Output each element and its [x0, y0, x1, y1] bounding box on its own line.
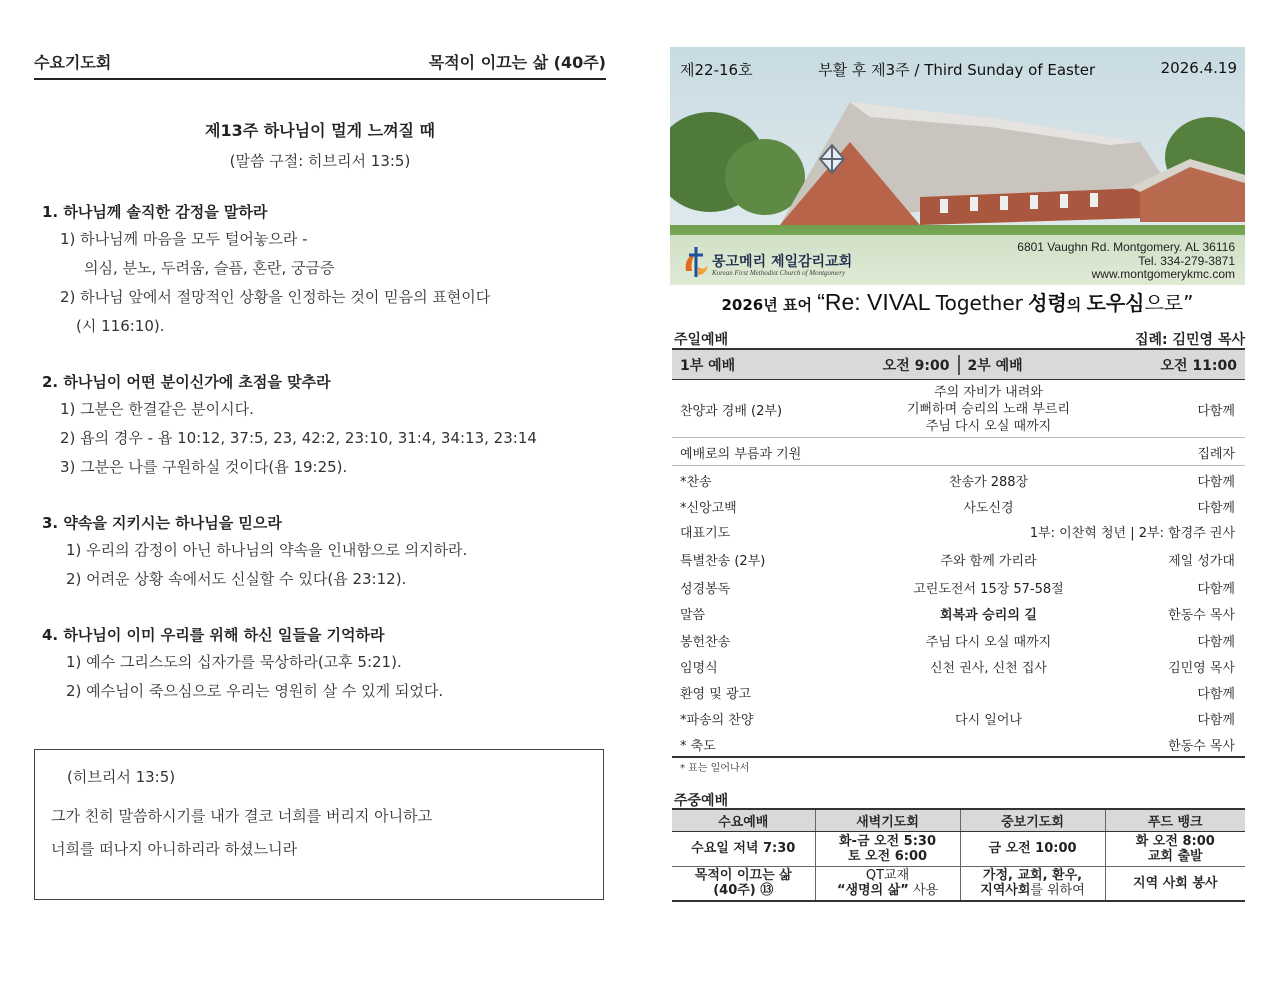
table-cell	[672, 866, 815, 901]
bulletin-date: 2026.4.19	[1160, 59, 1237, 77]
lesson-title: 제13주 하나님이 멀게 느껴질 때	[204, 121, 436, 140]
order-row	[672, 518, 1245, 544]
lesson-reference: (말씀 구절: 히브리서 13:5)	[229, 152, 411, 170]
order-detail: 다시 일어나	[955, 712, 1022, 728]
table-cell	[1105, 831, 1245, 866]
order-row	[672, 493, 1245, 519]
order-who: 1부: 이찬혁 청년 | 2부: 함경주 권사	[1029, 525, 1235, 541]
order-item: * 축도	[680, 738, 716, 754]
service-time: 오전 11:00	[1160, 357, 1237, 374]
section-title: 2. 하나님이 어떤 분이신가에 초점을 맞추라	[42, 373, 331, 391]
weekday-table	[672, 808, 1245, 902]
order-who: 다함께	[1197, 686, 1235, 702]
order-who: 다함께	[1197, 500, 1235, 516]
section-item: 2) 예수님이 죽으심으로 우리는 영원히 살 수 있게 되었다.	[66, 682, 444, 700]
cell-line: 화 오전 8:00	[1135, 833, 1215, 849]
header-series: 목적이 이끄는 삶 (40주)	[428, 53, 606, 72]
bulletin-header	[670, 59, 1245, 80]
service-label: 2부 예배	[967, 357, 1023, 374]
order-row	[672, 679, 1245, 705]
column-header: 푸드 뱅크	[1105, 809, 1245, 831]
section-item: 의심, 분노, 두려움, 슬픔, 혼란, 궁금증	[84, 259, 335, 277]
issue-number: 제22-16호	[680, 61, 753, 79]
table-cell: 금 오전 10:00	[960, 831, 1105, 866]
first-service	[672, 355, 958, 375]
order-row	[672, 627, 1245, 653]
table-cell	[960, 866, 1105, 901]
cell-text: 사용	[912, 883, 939, 899]
order-who: 김민영 목사	[1168, 660, 1235, 676]
section-title: 4. 하나님이 이미 우리를 위해 하신 일들을 기억하라	[42, 626, 385, 644]
wednesday-study-page	[34, 50, 606, 706]
verse-line: 너희를 떠나지 아니하리라 하셨느니라	[51, 840, 298, 858]
motto-holy-spirit: 성령	[1028, 291, 1067, 315]
order-row-sermon	[672, 600, 1245, 626]
order-item: 성경봉독	[680, 581, 731, 597]
order-who: 한동수 목사	[1168, 607, 1235, 623]
section-title: 1. 하나님께 솔직한 감정을 말하라	[42, 203, 268, 221]
order-item: *파송의 찬양	[680, 712, 754, 728]
motto-help: 도우심	[1086, 291, 1145, 315]
order-item: 찬양과 경배 (2부)	[680, 404, 783, 419]
motto-together: Together	[935, 291, 1023, 315]
church-name: 몽고메리 제일감리교회	[712, 254, 853, 270]
order-who: 다함께	[1197, 404, 1235, 419]
section-item: 3) 그분은 나를 구원하실 것이다(욥 19:25).	[60, 458, 348, 476]
order-detail: 사도신경	[963, 500, 1014, 516]
section-3	[42, 512, 606, 594]
section-item: 1) 예수 그리스도의 십자가를 묵상하라(고후 5:21).	[66, 653, 402, 671]
column-header: 새벽기도회	[815, 809, 960, 831]
cell-line: 토 오전 6:00	[847, 848, 928, 864]
order-detail: 찬송가 288장	[948, 474, 1029, 490]
order-who: 다함께	[1197, 712, 1235, 728]
liturgical-sunday: 부활 후 제3주 / Third Sunday of Easter	[818, 61, 1096, 79]
bulletin-cover	[670, 47, 1245, 285]
motto-particle: 의	[1066, 296, 1082, 314]
column-header: 수요예배	[672, 809, 815, 831]
order-row	[672, 574, 1245, 600]
table-row	[672, 831, 1245, 866]
column-header: 중보기도회	[960, 809, 1105, 831]
order-item: 환영 및 광고	[680, 686, 752, 702]
table-row	[672, 866, 1245, 901]
left-header	[34, 50, 606, 80]
church-website: www.montgomerykmc.com	[1091, 267, 1235, 281]
service-leader: 집례: 김민영 목사	[1134, 332, 1245, 348]
church-name-english: Korean First Methodist Church of Montgomery	[712, 269, 846, 277]
order-item: 예배로의 부름과 기원	[680, 447, 802, 462]
order-row-praise	[672, 382, 1245, 438]
motto-revival: Re: VIVAL	[824, 289, 931, 315]
motto-quote-open: “	[817, 289, 825, 315]
sermon-title: 회복과 승리의 길	[940, 607, 1037, 623]
order-row	[672, 653, 1245, 679]
order-item: 대표기도	[680, 525, 731, 541]
section-item: 2) 어려운 상황 속에서도 신실할 수 있다(욥 23:12).	[66, 570, 407, 588]
order-divider	[672, 756, 1245, 758]
motto-prefix: 2026년 표어	[721, 296, 812, 314]
order-row	[672, 705, 1245, 731]
table-cell: 지역 사회 봉사	[1105, 866, 1245, 901]
order-row	[672, 467, 1245, 493]
memory-verse-box	[34, 749, 604, 900]
section-item: 1) 우리의 감정이 아닌 하나님의 약속을 인내함으로 의지하라.	[66, 541, 468, 559]
motto-suffix: 으로”	[1144, 291, 1194, 315]
order-detail: 고린도전서 15장 57-58절	[913, 581, 1064, 597]
order-item: 말씀	[680, 607, 706, 623]
section-item: 2) 하나님 앞에서 절망적인 상황을 인정하는 것이 믿음의 표현이다	[60, 288, 491, 306]
verse-reference: (히브리서 13:5)	[67, 768, 176, 786]
order-row	[672, 731, 1245, 757]
church-phone: Tel. 334-279-3871	[1138, 254, 1235, 268]
order-item: *찬송	[680, 474, 712, 490]
section-item: 2) 욥의 경우 - 욥 10:12, 37:5, 23, 42:2, 23:10, 31:4, 34:13, 23:14	[60, 429, 537, 447]
section-item: (시 116:10).	[76, 317, 165, 335]
church-logo-icon	[682, 245, 710, 279]
order-who: 한동수 목사	[1168, 738, 1235, 754]
order-who: 다함께	[1197, 474, 1235, 490]
order-detail: 신천 권사, 신천 집사	[930, 660, 1047, 676]
song-title: 주의 자비가 내려와	[934, 385, 1043, 400]
section-item: 1) 그분은 한결같은 분이시다.	[60, 400, 254, 418]
section-1	[42, 201, 606, 341]
section-4	[42, 624, 606, 706]
church-address: 6801 Vaughn Rd. Montgomery. AL 36116	[1017, 240, 1235, 254]
cell-text: 지역사회	[980, 883, 1031, 899]
cell-line: 화-금 오전 5:30	[838, 833, 936, 849]
weekday-title: 주중예배	[674, 793, 729, 809]
order-row	[672, 546, 1245, 572]
table-cell: 수요일 저녁 7:30	[672, 831, 815, 866]
table-cell	[815, 831, 960, 866]
cell-line: QT교재	[865, 868, 910, 884]
cell-text: 를 위하여	[1030, 883, 1085, 899]
service-time: 오전 9:00	[882, 357, 950, 374]
order-item: 임명식	[680, 660, 718, 676]
service-times-bar	[672, 348, 1245, 380]
second-service	[958, 355, 1246, 375]
verse-line: 그가 친히 말씀하시기를 내가 결코 너희를 버리지 아니하고	[51, 807, 433, 825]
standing-note: * 표는 일어나서	[680, 763, 750, 774]
order-detail: 주와 함께 가리라	[940, 553, 1037, 569]
cell-line: 목적이 이끄는 삶	[694, 868, 792, 884]
yearly-motto	[670, 287, 1245, 316]
order-who: 집례자	[1197, 447, 1235, 462]
song-title: 주님 다시 오실 때까지	[925, 419, 1052, 434]
cell-line: 교회 출발	[1147, 848, 1203, 864]
header-title: 수요기도회	[34, 53, 112, 72]
table-cell	[815, 866, 960, 901]
order-item: *신앙고백	[680, 500, 737, 516]
section-item: 1) 하나님께 마음을 모두 털어놓으라 -	[60, 230, 308, 248]
order-row	[672, 440, 1245, 466]
order-who: 다함께	[1197, 581, 1235, 597]
order-who: 제일 성가대	[1168, 553, 1235, 569]
qt-book: “생명의 삶”	[836, 883, 909, 899]
order-item: 봉헌찬송	[680, 634, 731, 650]
service-label: 1부 예배	[680, 357, 736, 374]
order-who: 다함께	[1197, 634, 1235, 650]
section-title: 주일예배	[674, 332, 729, 348]
section-2	[42, 371, 606, 482]
cell-line: 가정, 교회, 환우,	[982, 868, 1083, 884]
order-item: 특별찬송 (2부)	[680, 553, 766, 569]
song-title: 기뻐하며 승리의 노래 부르리	[906, 402, 1071, 417]
sunday-service-header	[674, 329, 1245, 349]
praise-songs	[852, 384, 1125, 435]
cell-line: (40주) ⑬	[713, 883, 774, 899]
table-header-row	[672, 809, 1245, 831]
order-detail: 주님 다시 오실 때까지	[925, 634, 1052, 650]
section-title: 3. 약속을 지키시는 하나님을 믿으라	[42, 514, 282, 532]
